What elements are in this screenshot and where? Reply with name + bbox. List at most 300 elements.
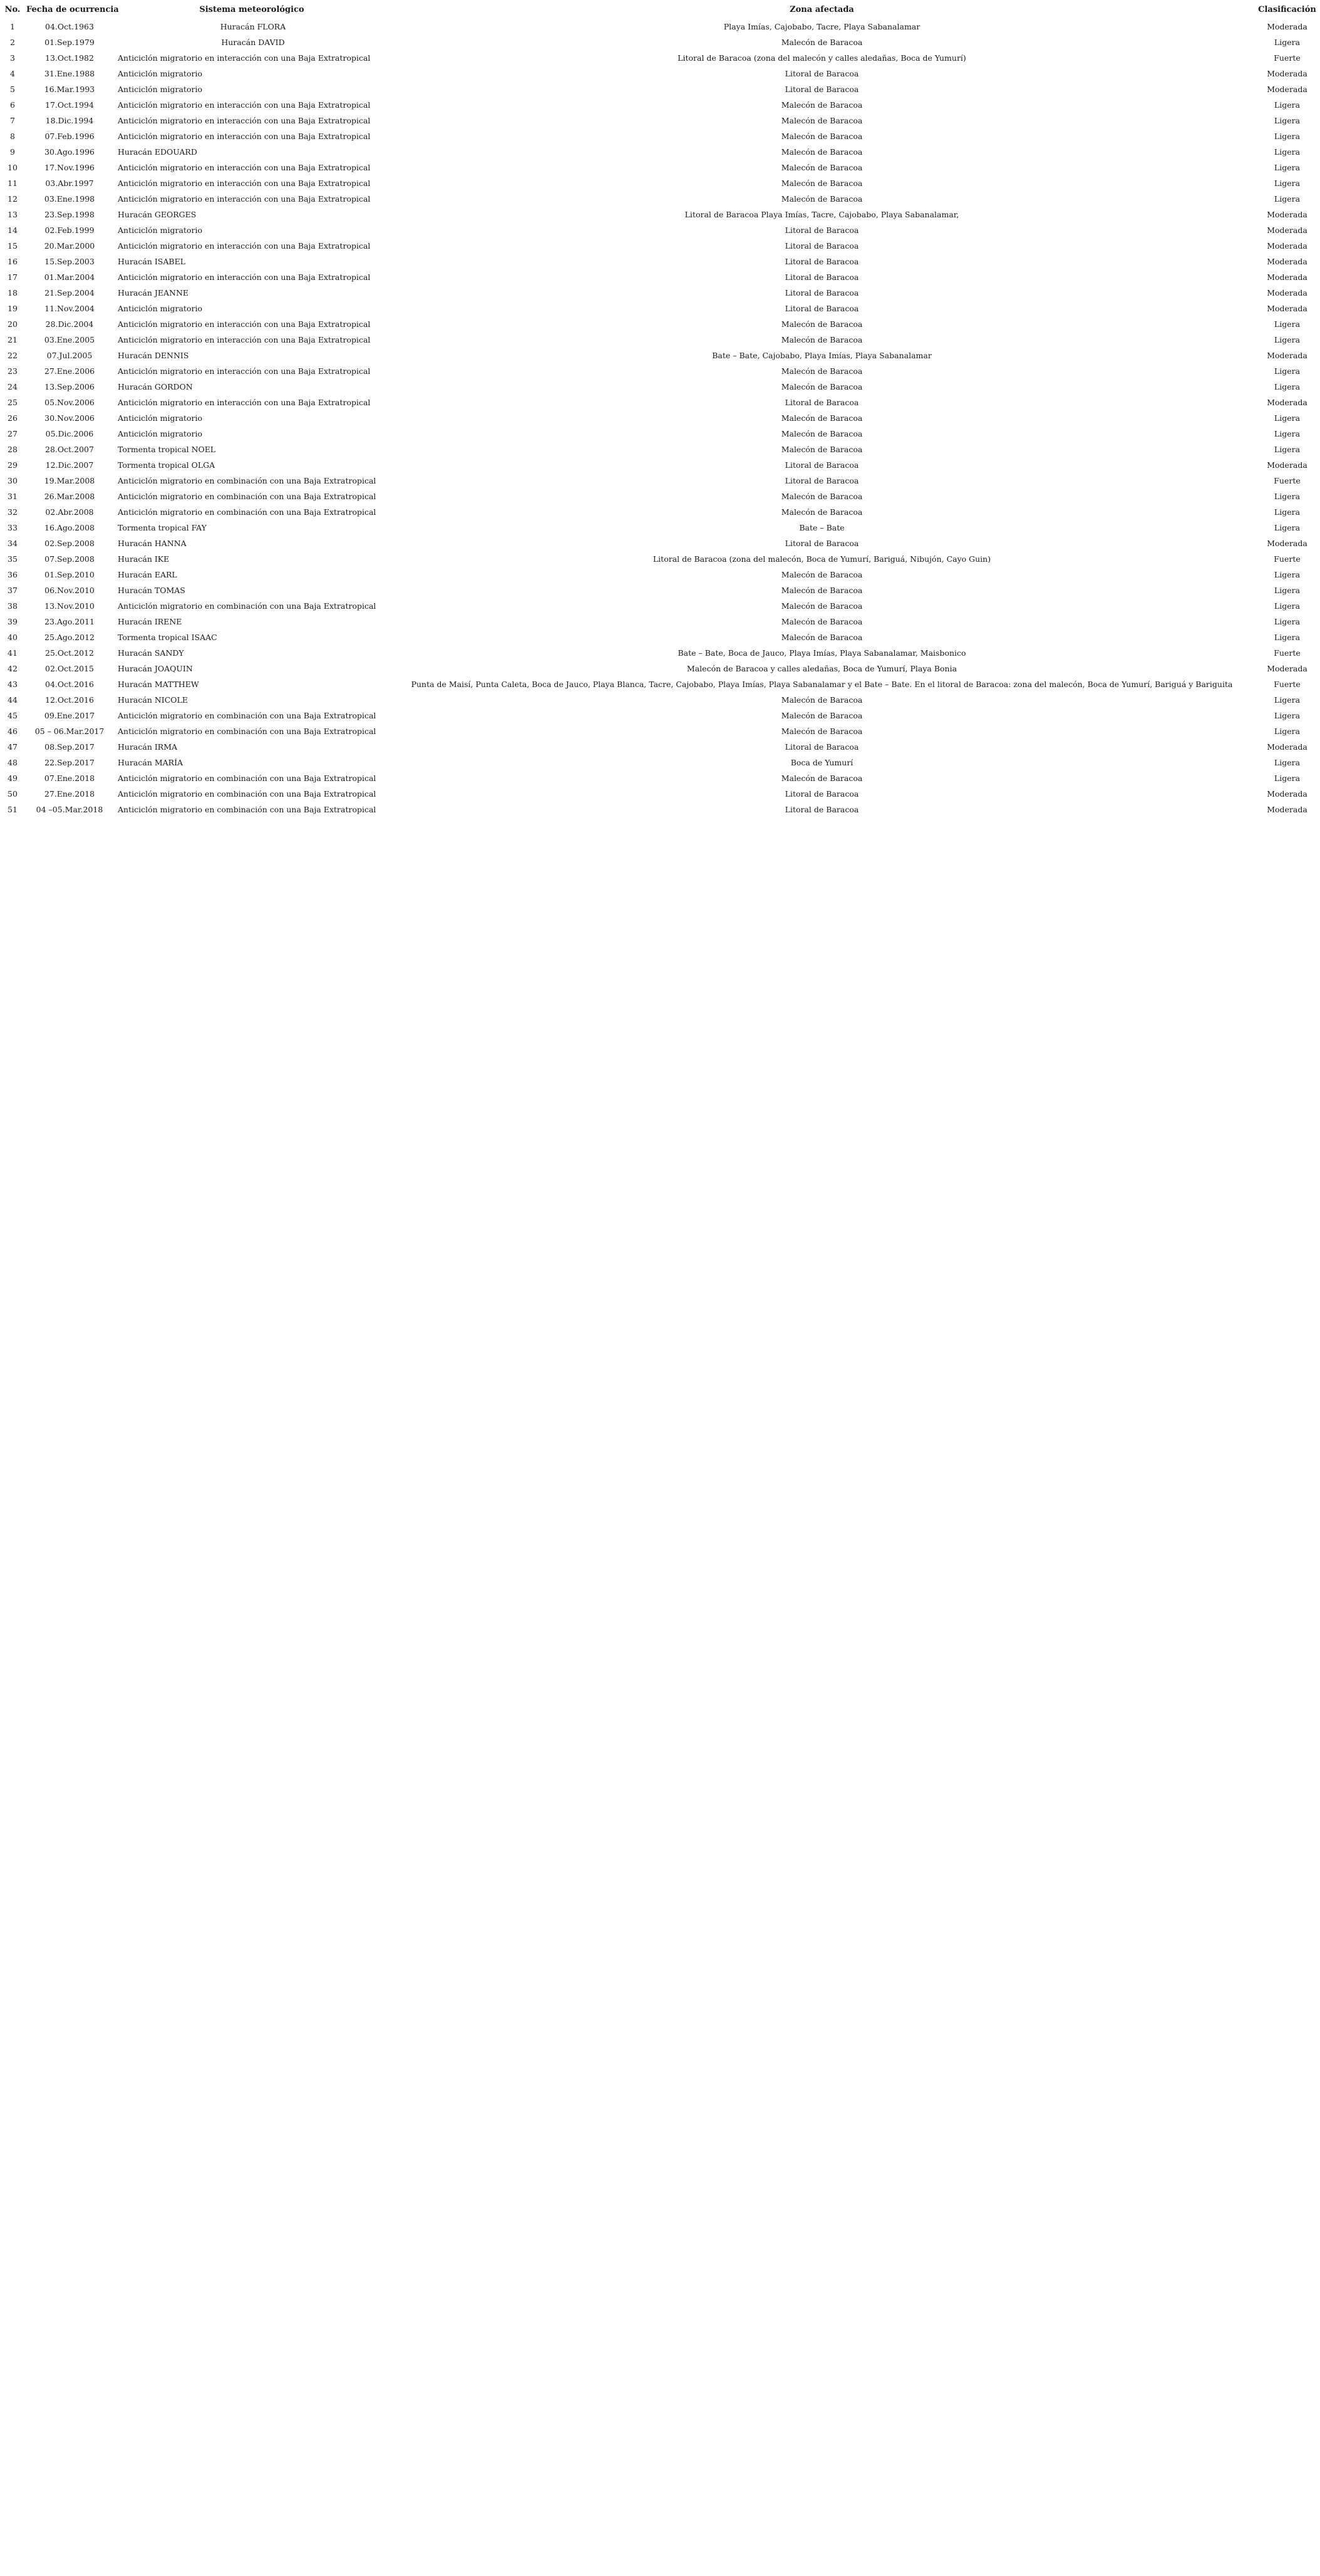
- row-zone: Punta de Maisí, Punta Caleta, Boca de Jauco, Playa Blanca, Tacre, Cajobabo, Playa Imías, Playa Sabanalamar y el Bate – Bate. En el litoral de Baracoa: zona del malecón, Boca de Yumurí, Bariguá y Bariguita: [411, 680, 1233, 689]
- table-row: [0, 614, 1320, 629]
- table-row: [0, 332, 1320, 348]
- row-system: Anticiclón migratorio en interacción con una Baja Extratropical: [118, 178, 371, 188]
- row-zone: Malecón de Baracoa: [781, 116, 863, 125]
- table-row: [0, 770, 1320, 786]
- table-row: [0, 144, 1320, 160]
- row-classification: Ligera: [1274, 633, 1301, 642]
- row-system: Anticiclón migratorio en interacción con una Baja Extratropical: [118, 100, 371, 110]
- row-zone: Malecón de Baracoa: [781, 413, 863, 423]
- row-zone: Malecón de Baracoa: [781, 586, 863, 595]
- row-system: Huracán DENNIS: [118, 351, 189, 360]
- row-date: 06.Nov.2010: [44, 586, 95, 595]
- row-date: 05 – 06.Mar.2017: [34, 727, 105, 736]
- table-row: [0, 285, 1320, 301]
- row-classification: Ligera: [1274, 194, 1301, 204]
- row-date: 08.Sep.2017: [44, 742, 95, 752]
- row-classification: Ligera: [1274, 163, 1301, 172]
- row-classification: Moderada: [1267, 85, 1307, 94]
- row-classification: Ligera: [1274, 319, 1301, 329]
- row-zone: Malecón de Baracoa: [781, 178, 863, 188]
- header-no: No.: [4, 4, 21, 14]
- row-classification: Ligera: [1274, 382, 1301, 391]
- row-zone: Bate – Bate: [799, 523, 845, 532]
- table-row: [0, 786, 1320, 802]
- row-zone: Bate – Bate, Cajobabo, Playa Imías, Playa Sabanalamar: [712, 351, 932, 360]
- row-classification: Moderada: [1267, 22, 1307, 31]
- row-zone: Malecón de Baracoa: [781, 570, 863, 579]
- row-classification: Ligera: [1274, 727, 1301, 736]
- row-zone: Malecón de Baracoa: [781, 633, 863, 642]
- row-system: Anticiclón migratorio en combinación con una Baja Extratropical: [118, 601, 376, 611]
- row-classification: Ligera: [1274, 523, 1301, 532]
- table-row: [0, 645, 1320, 661]
- row-zone: Malecón de Baracoa: [781, 429, 863, 438]
- table-row: [0, 363, 1320, 379]
- row-zone: Malecón de Baracoa: [781, 194, 863, 204]
- row-date: 01.Mar.2004: [44, 272, 95, 282]
- row-zone: Malecón de Baracoa: [781, 445, 863, 454]
- row-classification: Ligera: [1274, 366, 1301, 376]
- row-date: 28.Dic.2004: [45, 319, 94, 329]
- row-system: Huracán NICOLE: [118, 695, 188, 705]
- row-date: 07.Sep.2008: [44, 554, 95, 564]
- row-system: Huracán IRENE: [118, 617, 182, 626]
- row-date: 27.Ene.2018: [44, 789, 95, 799]
- table-row: [0, 379, 1320, 395]
- row-system: Anticiclón migratorio en interacción con una Baja Extratropical: [118, 53, 371, 63]
- row-system: Anticiclón migratorio: [118, 413, 202, 423]
- row-zone: Litoral de Baracoa: [785, 742, 859, 752]
- row-date: 28.Oct.2007: [45, 445, 94, 454]
- row-classification: Ligera: [1274, 570, 1301, 579]
- table-row: [0, 520, 1320, 535]
- row-date: 21.Sep.2004: [44, 288, 95, 297]
- row-classification: Moderada: [1267, 257, 1307, 266]
- row-classification: Moderada: [1267, 742, 1307, 752]
- row-classification: Ligera: [1274, 617, 1301, 626]
- row-classification: Moderada: [1267, 398, 1307, 407]
- row-number: 49: [8, 773, 18, 783]
- row-zone: Malecón de Baracoa: [781, 727, 863, 736]
- row-number: 21: [8, 335, 18, 344]
- row-number: 19: [8, 304, 18, 313]
- row-system: Anticiclón migratorio en combinación con una Baja Extratropical: [118, 507, 376, 517]
- row-zone: Litoral de Baracoa: [785, 85, 859, 94]
- row-system: Anticiclón migratorio en interacción con una Baja Extratropical: [118, 335, 371, 344]
- row-classification: Moderada: [1267, 664, 1307, 673]
- table-row: [0, 739, 1320, 755]
- row-zone: Malecón de Baracoa: [781, 507, 863, 517]
- row-number: 34: [8, 539, 18, 548]
- table-row: [0, 128, 1320, 144]
- row-classification: Moderada: [1267, 210, 1307, 219]
- row-classification: Ligera: [1274, 758, 1301, 767]
- row-zone: Litoral de Baracoa: [785, 288, 859, 297]
- row-number: 27: [8, 429, 18, 438]
- row-number: 41: [8, 648, 18, 658]
- row-classification: Fuerte: [1274, 554, 1301, 564]
- row-number: 42: [8, 664, 18, 673]
- row-number: 15: [8, 241, 18, 251]
- row-system: Anticiclón migratorio: [118, 225, 202, 235]
- row-date: 25.Ago.2012: [44, 633, 95, 642]
- row-date: 02.Sep.2008: [44, 539, 95, 548]
- row-date: 13.Nov.2010: [44, 601, 95, 611]
- row-system: Anticiclón migratorio: [118, 69, 202, 78]
- row-zone: Malecón de Baracoa: [781, 492, 863, 501]
- row-date: 12.Dic.2007: [45, 460, 94, 470]
- row-classification: Ligera: [1274, 147, 1301, 157]
- row-date: 01.Sep.1979: [44, 38, 95, 47]
- row-date: 30.Ago.1996: [44, 147, 95, 157]
- row-system: Anticiclón migratorio en combinación con una Baja Extratropical: [118, 805, 376, 814]
- row-number: 47: [8, 742, 18, 752]
- row-classification: Ligera: [1274, 507, 1301, 517]
- row-number: 50: [8, 789, 18, 799]
- row-number: 6: [10, 100, 15, 110]
- row-number: 11: [8, 178, 18, 188]
- row-date: 09.Ene.2017: [44, 711, 95, 720]
- row-number: 12: [8, 194, 18, 204]
- row-system: Huracán DAVID: [221, 38, 285, 47]
- row-number: 48: [8, 758, 18, 767]
- table-row: [0, 66, 1320, 81]
- row-zone: Litoral de Baracoa (zona del malecón, Boca de Yumurí, Bariguá, Nibujón, Cayo Guin): [652, 554, 991, 564]
- row-number: 20: [8, 319, 18, 329]
- row-system: Tormenta tropical NOEL: [118, 445, 216, 454]
- row-system: Anticiclón migratorio en interacción con una Baja Extratropical: [118, 163, 371, 172]
- row-classification: Ligera: [1274, 100, 1301, 110]
- row-date: 17.Nov.1996: [44, 163, 95, 172]
- row-date: 31.Ene.1988: [44, 69, 95, 78]
- row-date: 07.Feb.1996: [44, 132, 95, 141]
- row-system: Huracán GEORGES: [118, 210, 197, 219]
- table-row: [0, 661, 1320, 676]
- row-system: Anticiclón migratorio en interacción con una Baja Extratropical: [118, 366, 371, 376]
- row-number: 32: [8, 507, 18, 517]
- row-zone: Malecón de Baracoa: [781, 132, 863, 141]
- events-table-container: [0, 0, 1320, 817]
- row-zone: Litoral de Baracoa: [785, 476, 859, 485]
- row-system: Tormenta tropical FAY: [118, 523, 207, 532]
- row-zone: Malecón de Baracoa: [781, 335, 863, 344]
- row-classification: Ligera: [1274, 429, 1301, 438]
- row-number: 33: [8, 523, 18, 532]
- row-zone: Litoral de Baracoa: [785, 241, 859, 251]
- row-system: Anticiclón migratorio en interacción con una Baja Extratropical: [118, 272, 371, 282]
- table-row: [0, 222, 1320, 238]
- row-classification: Ligera: [1274, 711, 1301, 720]
- row-system: Anticiclón migratorio en interacción con una Baja Extratropical: [118, 132, 371, 141]
- table-row: [0, 442, 1320, 457]
- row-number: 37: [8, 586, 18, 595]
- row-system: Anticiclón migratorio en combinación con una Baja Extratropical: [118, 476, 376, 485]
- row-zone: Malecón de Baracoa: [781, 147, 863, 157]
- table-row: [0, 723, 1320, 739]
- table-row: [0, 175, 1320, 191]
- row-zone: Litoral de Baracoa (zona del malecón y calles aledañas, Boca de Yumurí): [678, 53, 966, 63]
- row-number: 5: [10, 85, 15, 94]
- row-zone: Litoral de Baracoa: [785, 257, 859, 266]
- row-number: 43: [8, 680, 18, 689]
- row-system: Huracán IRMA: [118, 742, 178, 752]
- header-date: Fecha de ocurrencia: [26, 4, 119, 14]
- row-zone: Playa Imías, Cajobabo, Tacre, Playa Sabanalamar: [723, 22, 920, 31]
- table-row: [0, 551, 1320, 567]
- row-zone: Malecón de Baracoa: [781, 601, 863, 611]
- row-system: Huracán ISABEL: [118, 257, 185, 266]
- row-date: 12.Oct.2016: [45, 695, 94, 705]
- row-number: 44: [8, 695, 18, 705]
- table-row: [0, 629, 1320, 645]
- row-classification: Moderada: [1267, 69, 1307, 78]
- row-classification: Ligera: [1274, 445, 1301, 454]
- row-date: 16.Mar.1993: [44, 85, 95, 94]
- table-row: [0, 426, 1320, 442]
- row-classification: Ligera: [1274, 38, 1301, 47]
- row-classification: Ligera: [1274, 132, 1301, 141]
- row-zone: Malecón de Baracoa: [781, 38, 863, 47]
- row-date: 04 –05.Mar.2018: [36, 805, 103, 814]
- table-row: [0, 395, 1320, 410]
- table-row: [0, 692, 1320, 708]
- row-classification: Ligera: [1274, 116, 1301, 125]
- row-classification: Ligera: [1274, 178, 1301, 188]
- row-zone: Malecón de Baracoa: [781, 711, 863, 720]
- row-classification: Ligera: [1274, 695, 1301, 705]
- row-classification: Moderada: [1267, 288, 1307, 297]
- row-date: 20.Mar.2000: [44, 241, 95, 251]
- row-system: Anticiclón migratorio en interacción con una Baja Extratropical: [118, 241, 371, 251]
- row-number: 3: [10, 53, 15, 63]
- row-system: Anticiclón migratorio en combinación con una Baja Extratropical: [118, 711, 376, 720]
- row-system: Huracán FLORA: [220, 22, 286, 31]
- table-row: [0, 316, 1320, 332]
- row-number: 7: [10, 116, 15, 125]
- row-number: 18: [8, 288, 18, 297]
- table-row: [0, 535, 1320, 551]
- row-zone: Litoral de Baracoa: [785, 225, 859, 235]
- row-zone: Malecón de Baracoa: [781, 366, 863, 376]
- header-system: Sistema meteorológico: [199, 4, 304, 14]
- table-row: [0, 755, 1320, 770]
- row-classification: Moderada: [1267, 351, 1307, 360]
- row-date: 17.Oct.1994: [45, 100, 94, 110]
- row-date: 19.Mar.2008: [44, 476, 95, 485]
- row-date: 05.Dic.2006: [45, 429, 94, 438]
- row-zone: Litoral de Baracoa: [785, 304, 859, 313]
- row-classification: Ligera: [1274, 586, 1301, 595]
- table-row: [0, 457, 1320, 473]
- row-date: 16.Ago.2008: [44, 523, 95, 532]
- row-date: 15.Sep.2003: [44, 257, 95, 266]
- row-date: 02.Feb.1999: [44, 225, 95, 235]
- row-number: 10: [8, 163, 18, 172]
- row-system: Anticiclón migratorio: [118, 85, 202, 94]
- row-system: Tormenta tropical ISAAC: [118, 633, 217, 642]
- row-zone: Litoral de Baracoa: [785, 272, 859, 282]
- row-date: 07.Ene.2018: [44, 773, 95, 783]
- row-number: 9: [10, 147, 15, 157]
- row-number: 28: [8, 445, 18, 454]
- row-zone: Litoral de Baracoa Playa Imías, Tacre, Cajobabo, Playa Sabanalamar,: [684, 210, 959, 219]
- row-number: 22: [8, 351, 18, 360]
- row-classification: Moderada: [1267, 225, 1307, 235]
- row-date: 30.Nov.2006: [44, 413, 95, 423]
- row-zone: Litoral de Baracoa: [785, 398, 859, 407]
- row-system: Huracán SANDY: [118, 648, 184, 658]
- row-date: 27.Ene.2006: [44, 366, 95, 376]
- row-system: Anticiclón migratorio en combinación con una Baja Extratropical: [118, 789, 376, 799]
- row-zone: Malecón de Baracoa: [781, 163, 863, 172]
- row-date: 25.Oct.2012: [45, 648, 94, 658]
- row-number: 17: [8, 272, 18, 282]
- row-classification: Ligera: [1274, 492, 1301, 501]
- row-date: 03.Ene.1998: [44, 194, 95, 204]
- row-number: 40: [8, 633, 18, 642]
- table-row: [0, 254, 1320, 269]
- row-system: Huracán EDOUARD: [118, 147, 197, 157]
- table-row: [0, 160, 1320, 175]
- row-number: 46: [8, 727, 18, 736]
- row-system: Huracán IKE: [118, 554, 170, 564]
- row-number: 4: [10, 69, 15, 78]
- table-row: [0, 19, 1320, 34]
- row-number: 25: [8, 398, 18, 407]
- row-system: Huracán MATTHEW: [118, 680, 199, 689]
- row-classification: Moderada: [1267, 272, 1307, 282]
- row-date: 23.Ago.2011: [44, 617, 95, 626]
- table-row: [0, 504, 1320, 520]
- row-date: 22.Sep.2017: [44, 758, 95, 767]
- row-classification: Fuerte: [1274, 648, 1301, 658]
- row-zone: Litoral de Baracoa: [785, 805, 859, 814]
- row-number: 35: [8, 554, 18, 564]
- row-number: 36: [8, 570, 18, 579]
- row-date: 23.Sep.1998: [44, 210, 95, 219]
- row-system: Anticiclón migratorio en combinación con una Baja Extratropical: [118, 727, 376, 736]
- row-system: Anticiclón migratorio: [118, 429, 202, 438]
- row-number: 45: [8, 711, 18, 720]
- row-number: 14: [8, 225, 18, 235]
- row-system: Huracán MARÍA: [118, 758, 183, 767]
- row-zone: Litoral de Baracoa: [785, 460, 859, 470]
- row-classification: Ligera: [1274, 773, 1301, 783]
- row-zone: Boca de Yumurí: [790, 758, 853, 767]
- row-system: Anticiclón migratorio en combinación con una Baja Extratropical: [118, 773, 376, 783]
- row-date: 05.Nov.2006: [44, 398, 95, 407]
- table-row: [0, 410, 1320, 426]
- row-date: 04.Oct.2016: [45, 680, 94, 689]
- table-row: [0, 473, 1320, 489]
- row-number: 1: [10, 22, 15, 31]
- row-date: 02.Abr.2008: [45, 507, 94, 517]
- row-number: 13: [8, 210, 18, 219]
- table-row: [0, 191, 1320, 207]
- row-zone: Litoral de Baracoa: [785, 69, 859, 78]
- row-zone: Malecón de Baracoa: [781, 617, 863, 626]
- header-zone: Zona afectada: [790, 4, 854, 14]
- row-number: 31: [8, 492, 18, 501]
- row-date: 13.Oct.1982: [45, 53, 94, 63]
- row-number: 29: [8, 460, 18, 470]
- row-classification: Moderada: [1267, 241, 1307, 251]
- table-row: [0, 301, 1320, 316]
- row-date: 02.Oct.2015: [45, 664, 94, 673]
- coastal-flooding-events-table: [0, 0, 1320, 817]
- header-row: [0, 0, 1320, 19]
- table-row: [0, 802, 1320, 817]
- row-classification: Ligera: [1274, 601, 1301, 611]
- row-number: 38: [8, 601, 18, 611]
- row-classification: Moderada: [1267, 805, 1307, 814]
- row-date: 18.Dic.1994: [45, 116, 94, 125]
- row-system: Huracán HANNA: [118, 539, 187, 548]
- row-number: 8: [10, 132, 15, 141]
- table-row: [0, 113, 1320, 128]
- row-system: Anticiclón migratorio en combinación con una Baja Extratropical: [118, 492, 376, 501]
- table-row: [0, 708, 1320, 723]
- table-row: [0, 81, 1320, 97]
- row-classification: Ligera: [1274, 335, 1301, 344]
- table-header: [0, 0, 1320, 19]
- table-row: [0, 269, 1320, 285]
- row-system: Anticiclón migratorio: [118, 304, 202, 313]
- row-number: 24: [8, 382, 18, 391]
- table-row: [0, 567, 1320, 582]
- row-classification: Fuerte: [1274, 476, 1301, 485]
- row-number: 16: [8, 257, 18, 266]
- table-row: [0, 238, 1320, 254]
- table-body: [0, 19, 1320, 817]
- table-row: [0, 348, 1320, 363]
- row-date: 11.Nov.2004: [44, 304, 95, 313]
- row-system: Huracán GORDON: [118, 382, 193, 391]
- row-system: Anticiclón migratorio en interacción con una Baja Extratropical: [118, 194, 371, 204]
- row-date: 03.Abr.1997: [45, 178, 94, 188]
- row-system: Tormenta tropical OLGA: [118, 460, 215, 470]
- row-zone: Malecón de Baracoa y calles aledañas, Boca de Yumurí, Playa Bonia: [686, 664, 957, 673]
- table-row: [0, 598, 1320, 614]
- table-row: [0, 582, 1320, 598]
- table-row: [0, 50, 1320, 66]
- row-zone: Litoral de Baracoa: [785, 789, 859, 799]
- table-row: [0, 489, 1320, 504]
- row-classification: Fuerte: [1274, 53, 1301, 63]
- row-number: 30: [8, 476, 18, 485]
- table-row: [0, 34, 1320, 50]
- row-system: Huracán JOAQUIN: [118, 664, 193, 673]
- row-date: 26.Mar.2008: [44, 492, 95, 501]
- row-number: 39: [8, 617, 18, 626]
- row-system: Huracán EARL: [118, 570, 177, 579]
- table-row: [0, 207, 1320, 222]
- row-classification: Fuerte: [1274, 680, 1301, 689]
- row-zone: Malecón de Baracoa: [781, 100, 863, 110]
- row-system: Anticiclón migratorio en interacción con una Baja Extratropical: [118, 319, 371, 329]
- row-number: 23: [8, 366, 18, 376]
- row-zone: Malecón de Baracoa: [781, 319, 863, 329]
- row-zone: Malecón de Baracoa: [781, 773, 863, 783]
- row-system: Huracán JEANNE: [118, 288, 189, 297]
- row-date: 07.Jul.2005: [46, 351, 93, 360]
- row-number: 2: [10, 38, 15, 47]
- row-date: 03.Ene.2005: [44, 335, 95, 344]
- row-classification: Moderada: [1267, 789, 1307, 799]
- row-system: Anticiclón migratorio en interacción con una Baja Extratropical: [118, 116, 371, 125]
- row-classification: Ligera: [1274, 413, 1301, 423]
- row-zone: Malecón de Baracoa: [781, 382, 863, 391]
